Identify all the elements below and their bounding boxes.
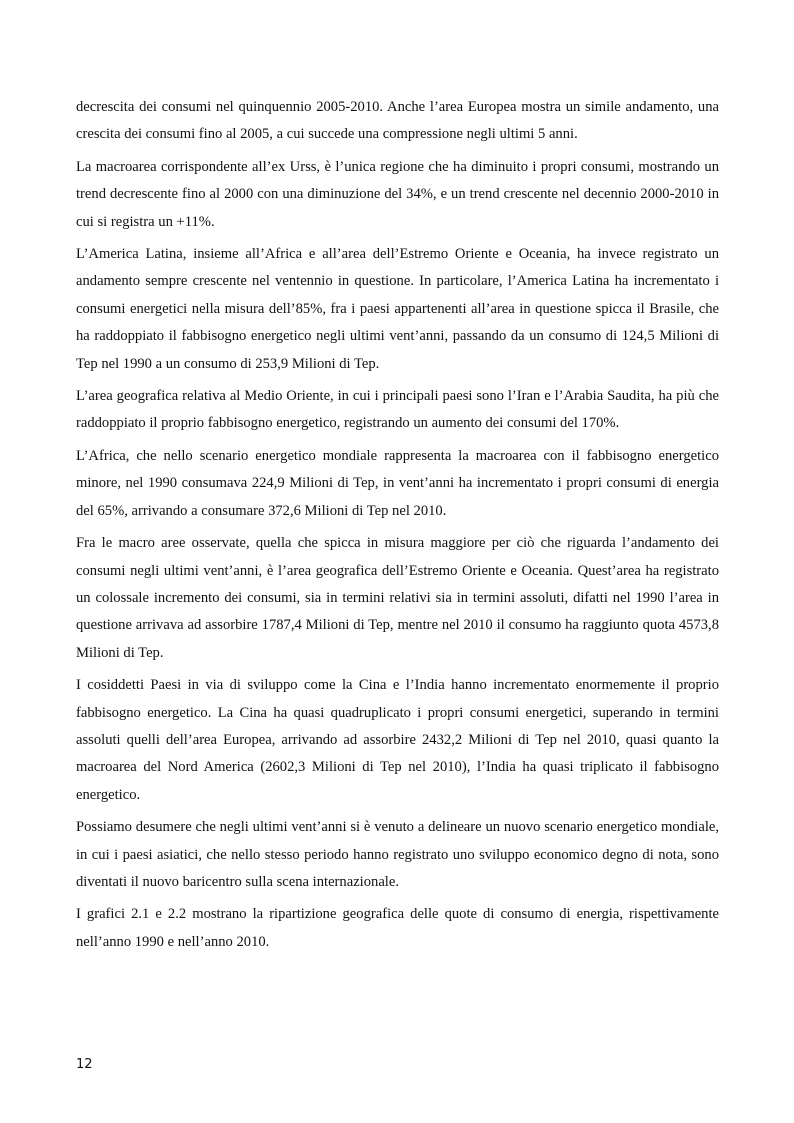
paragraph: Fra le macro aree osservate, quella che spicca in misura maggiore per ciò che riguarda l’andamento dei consumi negli ultimi vent’anni, è l’area geografica dell’Estremo Oriente e Oceania. Quest’area ha registrato un colossale incremento dei consumi, sia in termini relativi sia in termini assoluti, difatti nel 1990 l’area in questione arrivava ad assorbire 1787,4 Milioni di Tep, mentre nel 2010 il consumo ha raggiunto quota 4573,8 Milioni di Tep. [76,535,719,661]
paragraph: L’area geografica relativa al Medio Oriente, in cui i principali paesi sono l’Iran e l’Arabia Saudita, ha più che raddoppiato il proprio fabbisogno energetico, registrando un aumento dei consumi del 170%. [76,388,719,432]
paragraph: La macroarea corrispondente all’ex Urss, è l’unica regione che ha diminuito i propri consumi, mostrando un trend decrescente fino al 2000 con una diminuzione del 34%, e un trend crescente nel decennio 2000-2010 in cui si registra un +11%. [76,158,719,230]
paragraph: decrescita dei consumi nel quinquennio 2005-2010. Anche l’area Europea mostra un simile andamento, una crescita dei consumi fino al 2005, a cui succede una compressione negli ultimi 5 anni. [76,99,719,143]
paragraph: I grafici 2.1 e 2.2 mostrano la ripartizione geografica delle quote di consumo di energia, rispettivamente nell’anno 1990 e nell’anno 2010. [76,906,719,950]
paragraph: L’America Latina, insieme all’Africa e all’area dell’Estremo Oriente e Oceania, ha invece registrato un andamento sempre crescente nel ventennio in questione. In particolare, l’America Latina ha incrementato i consumi energetici nella misura dell’85%, fra i paesi appartenenti all’area in questione spicca il Brasile, che ha raddoppiato il fabbisogno energetico negli ultimi vent’anni, passando da un consumo di 124,5 Milioni di Tep nel 1990 a un consumo di 253,9 Milioni di Tep. [76,246,719,372]
body-text [76,94,719,961]
page-number: 12 [76,1057,93,1072]
paragraph: L’Africa, che nello scenario energetico mondiale rappresenta la macroarea con il fabbisogno energetico minore, nel 1990 consumava 224,9 Milioni di Tep, in vent’anni ha incrementato i propri consumi di energia del 65%, arrivando a consumare 372,6 Milioni di Tep nel 2010. [76,447,719,519]
paragraph: Possiamo desumere che negli ultimi vent’anni si è venuto a delineare un nuovo scenario energetico mondiale, in cui i paesi asiatici, che nello stesso periodo hanno registrato uno sviluppo economico degno di nota, sono diventati il nuovo baricentro sulla scena internazionale. [76,819,719,890]
paragraph: I cosiddetti Paesi in via di sviluppo come la Cina e l’India hanno incrementato enormemente il proprio fabbisogno energetico. La Cina ha quasi quadruplicato i propri consumi energetici, superando in termini assoluti quelli dell’area Europea, arrivando ad assorbire 2432,2 Milioni di Tep nel 2010, quasi quanto la macroarea del Nord America (2602,3 Milioni di Tep nel 2010), l’India ha quasi triplicato il fabbisogno energetico. [76,677,719,803]
